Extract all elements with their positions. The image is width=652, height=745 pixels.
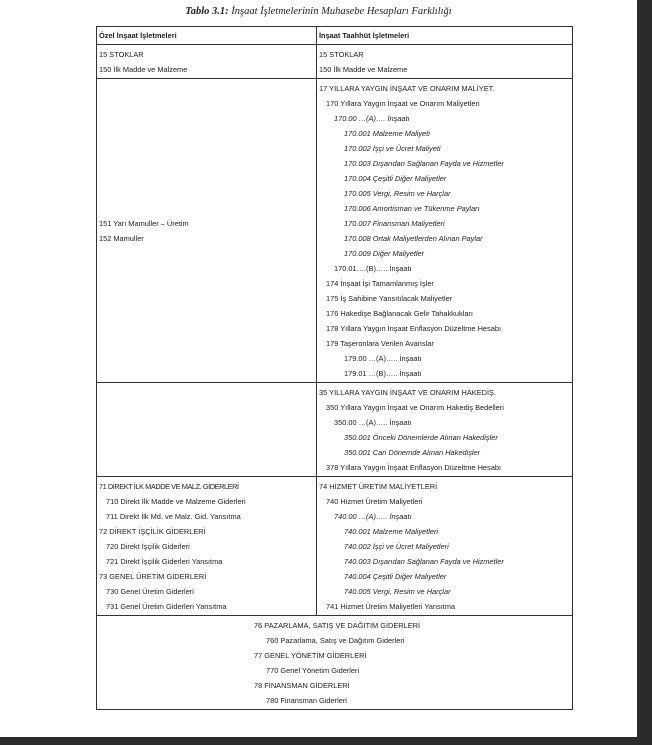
list-item: 170.003 Dışarıdan Sağlanan Fayda ve Hizmetler <box>344 159 504 168</box>
list-item: 176 Hakedişe Bağlanacak Gelir Tahakkukları <box>326 309 473 318</box>
list-item: 71 DİREKT İLK MADDE VE MALZ. GİDERLERİ <box>99 482 239 491</box>
list-item: 76 PAZARLAMA, SATIŞ VE DAĞITIM GİDERLERİ <box>254 621 421 630</box>
accounts-comparison-table <box>96 26 573 710</box>
table-row-construction-costs <box>97 79 573 383</box>
table-row-period-expenses <box>97 616 573 710</box>
list-item: 711 Direkt İlk Md. ve Malz. Gid. Yansıtma <box>106 512 241 521</box>
list-item: 170.009 Diğer Maliyetler <box>344 249 425 258</box>
header-contract-construction: İnşaat Taahhüt İşletmeleri <box>317 27 573 45</box>
list-item: 17 YILLARA YAYGIN İNŞAAT VE ONARIM MALİYET. <box>319 84 495 93</box>
list-item: 350.00 …(A)….. İnşaatı <box>334 418 412 427</box>
list-item: 350 Yıllara Yaygın İnşaat ve Onarım Hakediş Bedelleri <box>326 403 504 412</box>
table-caption <box>0 6 637 17</box>
list-item: 170.002 İşçi ve Ücret Maliyeti <box>344 144 441 153</box>
viewer-right-edge <box>637 0 652 745</box>
table-row-production-costs <box>97 477 573 616</box>
list-item: 378 Yıllara Yaygın İnşaat Enflasyon Düzeltme Hesabı <box>326 463 502 472</box>
list-item: 150 İlk Madde ve Malzeme <box>99 65 188 74</box>
list-item: 15 STOKLAR <box>99 50 144 59</box>
list-item: 151 Yarı Mamuller – Üretim <box>99 219 189 228</box>
list-item: 350.001 Önceki Dönemlerde Alınan Hakedişler <box>344 433 498 442</box>
list-item: 170.001 Malzeme Maliyeti <box>344 129 430 138</box>
cell-right-progress-billings <box>317 383 573 477</box>
list-item: 720 Direkt İşçilik Giderleri <box>106 542 190 551</box>
list-item: 740 Hizmet Üretim Maliyetleri <box>326 497 423 506</box>
cell-left-semi-products <box>97 79 317 383</box>
header-private-construction: Özel İnşaat İşletmeleri <box>97 27 317 45</box>
list-item: 730 Genel Üretim Giderleri <box>106 587 194 596</box>
caption-label: Tablo 3.1: <box>185 6 229 17</box>
list-item: 15 STOKLAR <box>319 50 364 59</box>
list-item: 170.00 …(A)…. İnşaatı <box>334 114 410 123</box>
list-item: 73 GENEL ÜRETİM GİDERLERİ <box>99 572 207 581</box>
list-item: 170.005 Vergi, Resim ve Harçlar <box>344 189 451 198</box>
list-item: 178 Yıllara Yaygın İnşaat Enflasyon Düzeltme Hesabı <box>326 324 502 333</box>
viewer-bottom-edge <box>0 737 652 745</box>
list-item: 731 Genel Üretim Giderleri Yansıtma <box>106 602 227 611</box>
list-item: 152 Mamuller <box>99 234 144 243</box>
caption-title: İnşaat İşletmelerinin Muhasebe Hesapları Farklılığı <box>231 6 452 17</box>
list-item: 35 YILLARA YAYGIN İNŞAAT VE ONARIM HAKEDİŞ. <box>319 388 497 397</box>
cell-right-construction-costs <box>317 79 573 383</box>
list-item: 170.004 Çeşitli Diğer Maliyetler <box>344 174 447 183</box>
list-item: 179 Taşeronlara Verilen Avanslar <box>326 339 434 348</box>
cell-right-service-production <box>317 477 573 616</box>
cell-left-empty <box>97 383 317 477</box>
list-item: 740.004 Çeşitli Diğer Maliyetler <box>344 572 447 581</box>
list-item: 721 Direkt İşçilik Giderleri Yansıtma <box>106 557 223 566</box>
list-item: 74 HİZMET ÜRETİM MALİYETLERİ <box>319 482 438 491</box>
list-item: 740.001 Malzeme Maliyetleri <box>344 527 439 536</box>
table-header-row <box>97 27 573 45</box>
list-item: 170.006 Amortisman ve Tükenme Payları <box>344 204 480 213</box>
list-item: 77 GENEL YÖNETİM GİDERLERİ <box>254 651 367 660</box>
list-item: 780 Finansman Giderleri <box>266 696 347 705</box>
cell-left-stocks <box>97 45 317 79</box>
list-item: 170.007 Finansman Maliyetleri <box>344 219 445 228</box>
list-item: 175 İş Sahibine Yansıtılacak Maliyetler <box>326 294 453 303</box>
list-item: 770 Genel Yönetim Giderleri <box>266 666 360 675</box>
cell-left-production-costs <box>97 477 317 616</box>
list-item: 179.01 …(B)….. İnşaatı <box>344 369 422 378</box>
list-item: 174 İnşaat İşi Tamamlanmış İşler <box>326 279 434 288</box>
list-item: 760 Pazarlama, Satış ve Dağıtım Giderleri <box>266 636 405 645</box>
list-item: 170.008 Ortak Maliyetlerden Alınan Paylar <box>344 234 483 243</box>
list-item: 170.01….(B)….. İnşaatı <box>334 264 412 273</box>
list-item: 350.001 Cari Dönemde Alınan Hakedişler <box>344 448 481 457</box>
cell-period-expenses <box>97 616 573 710</box>
list-item: 72 DİREKT İŞÇİLİK GİDERLERİ <box>99 527 206 536</box>
list-item: 170 Yıllara Yaygın İnşaat ve Onarım Maliyetleri <box>326 99 480 108</box>
table-row-progress-billings <box>97 383 573 477</box>
list-item: 710 Direkt İlk Madde ve Malzeme Giderleri <box>106 497 246 506</box>
list-item: 740.00 …(A)….. İnşaatı <box>334 512 412 521</box>
list-item: 740.003 Dışarıdan Sağlanan Fayda ve Hizmetler <box>344 557 504 566</box>
table-row-stocks <box>97 45 573 79</box>
list-item: 78 FİNANSMAN GİDERLERİ <box>254 681 350 690</box>
list-item: 741 Hizmet Üretim Maliyetleri Yansıtma <box>326 602 456 611</box>
list-item: 150 İlk Madde ve Malzeme <box>319 65 408 74</box>
list-item: 179.00 …(A)….. İnşaatı <box>344 354 422 363</box>
list-item: 740.005 Vergi, Resim ve Harçlar <box>344 587 451 596</box>
list-item: 740.002 İşçi ve Ücret Maliyetleri <box>344 542 449 551</box>
cell-right-stocks <box>317 45 573 79</box>
